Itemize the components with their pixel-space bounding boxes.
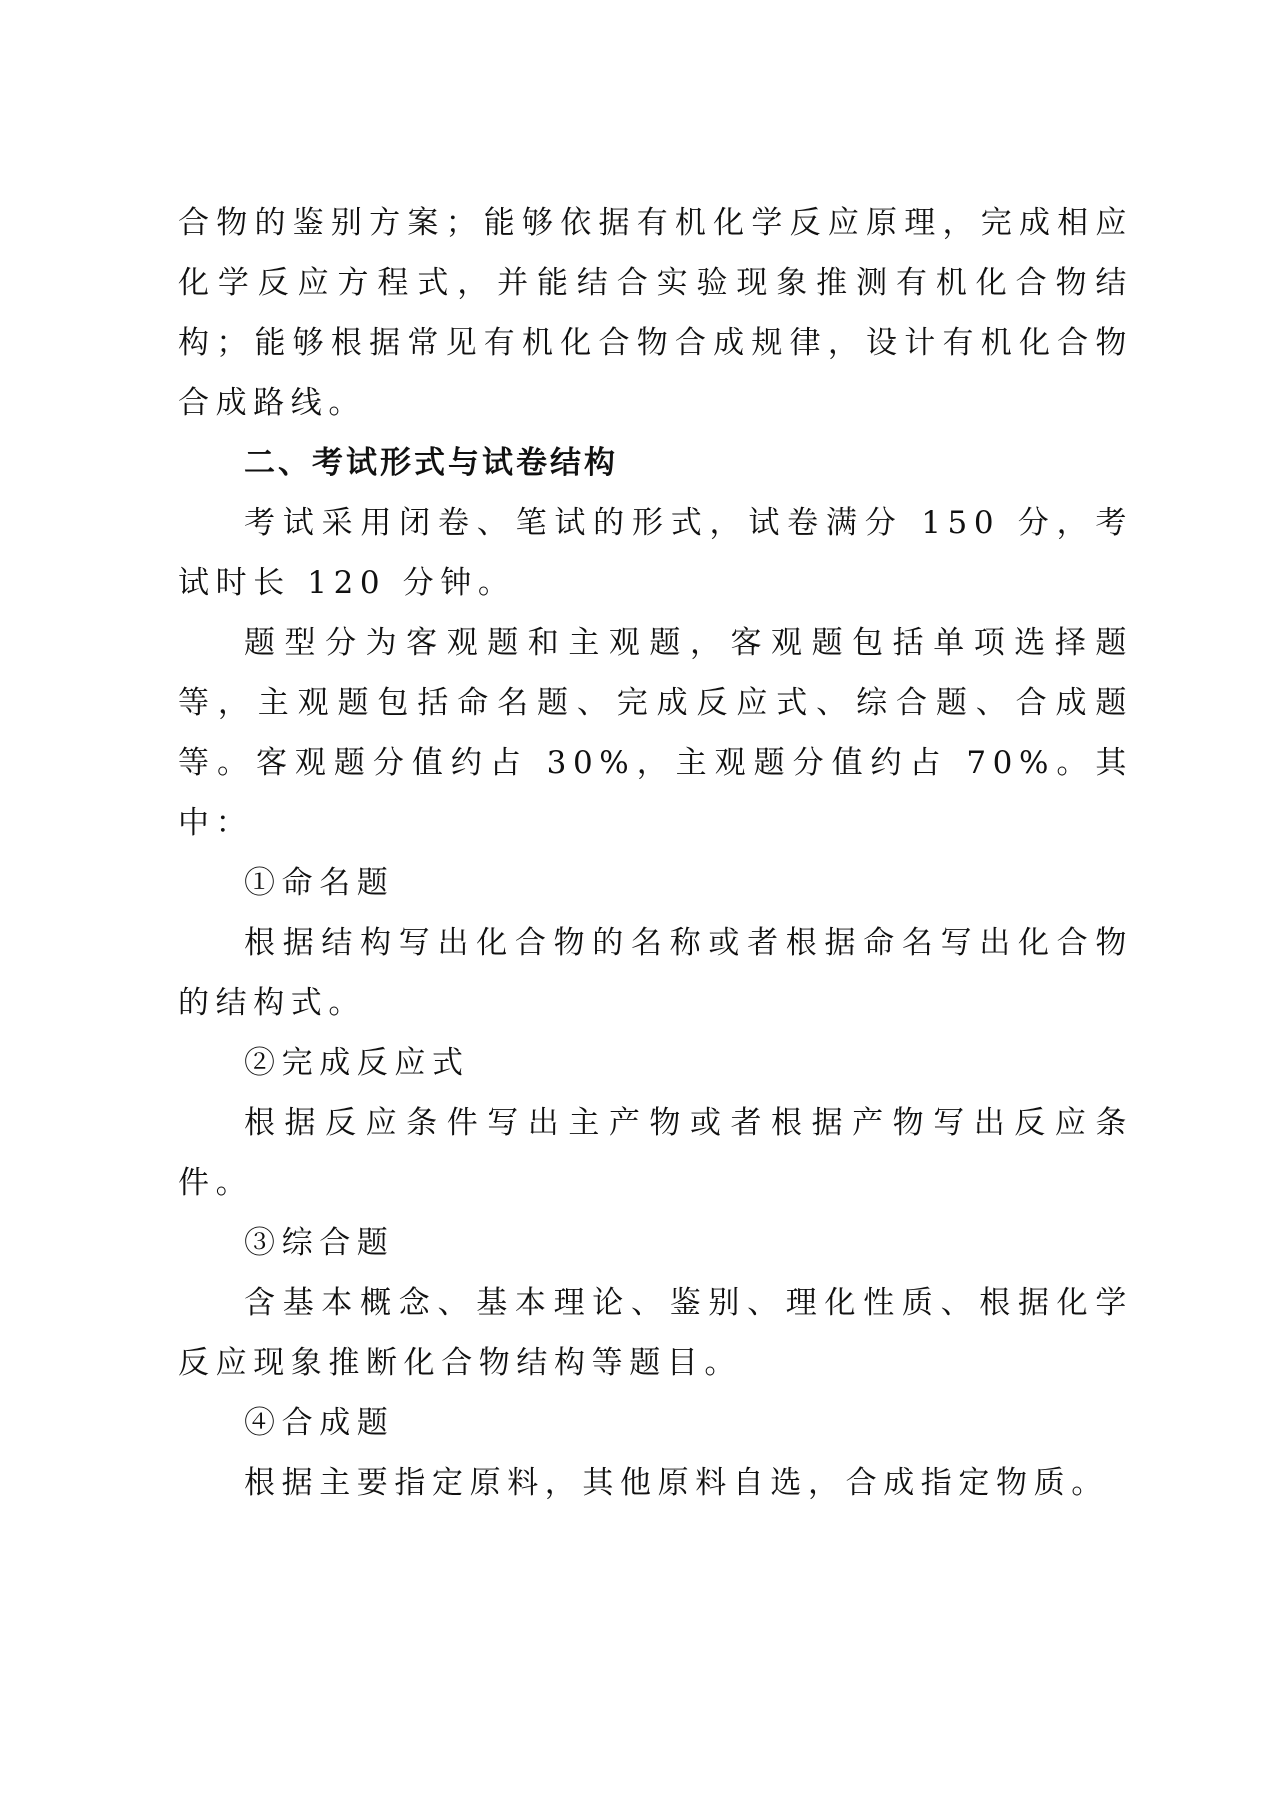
section-heading: 二、考试形式与试卷结构 [244,445,618,481]
paragraph-comprehensive: 含基本概念、基本理论、鉴别、理化性质、根据化学反应现象推断化合物结构等题目。 [178,1285,1133,1381]
item-heading-reactions: ②完成反应式 [244,1045,470,1081]
paragraph-synthesis: 根据主要指定原料，其他原料自选，合成指定物质。 [244,1465,1109,1501]
paragraph-naming: 根据结构写出化合物的名称或者根据命名写出化合物的结构式。 [178,925,1133,1021]
paragraph-exam-format: 考试采用闭卷、笔试的形式，试卷满分 150 分，考试时长 120 分钟。 [178,505,1134,601]
item-heading-synthesis: ④合成题 [244,1405,395,1441]
document-page [178,193,1133,1513]
paragraph-continuation: 合物的鉴别方案；能够依据有机化学反应原理，完成相应化学反应方程式，并能结合实验现象推测有机化合物结构；能够根据常见有机化合物合成规律，设计有机化合物合成路线。 [178,205,1133,421]
paragraph-question-types: 题型分为客观题和主观题，客观题包括单项选择题等，主观题包括命名题、完成反应式、综合题、合成题等。客观题分值约占 30%，主观题分值约占 70%。其中： [178,625,1133,841]
item-heading-naming: ①命名题 [244,865,395,901]
item-heading-comprehensive: ③综合题 [244,1225,395,1261]
paragraph-reactions: 根据反应条件写出主产物或者根据产物写出反应条件。 [178,1105,1133,1201]
